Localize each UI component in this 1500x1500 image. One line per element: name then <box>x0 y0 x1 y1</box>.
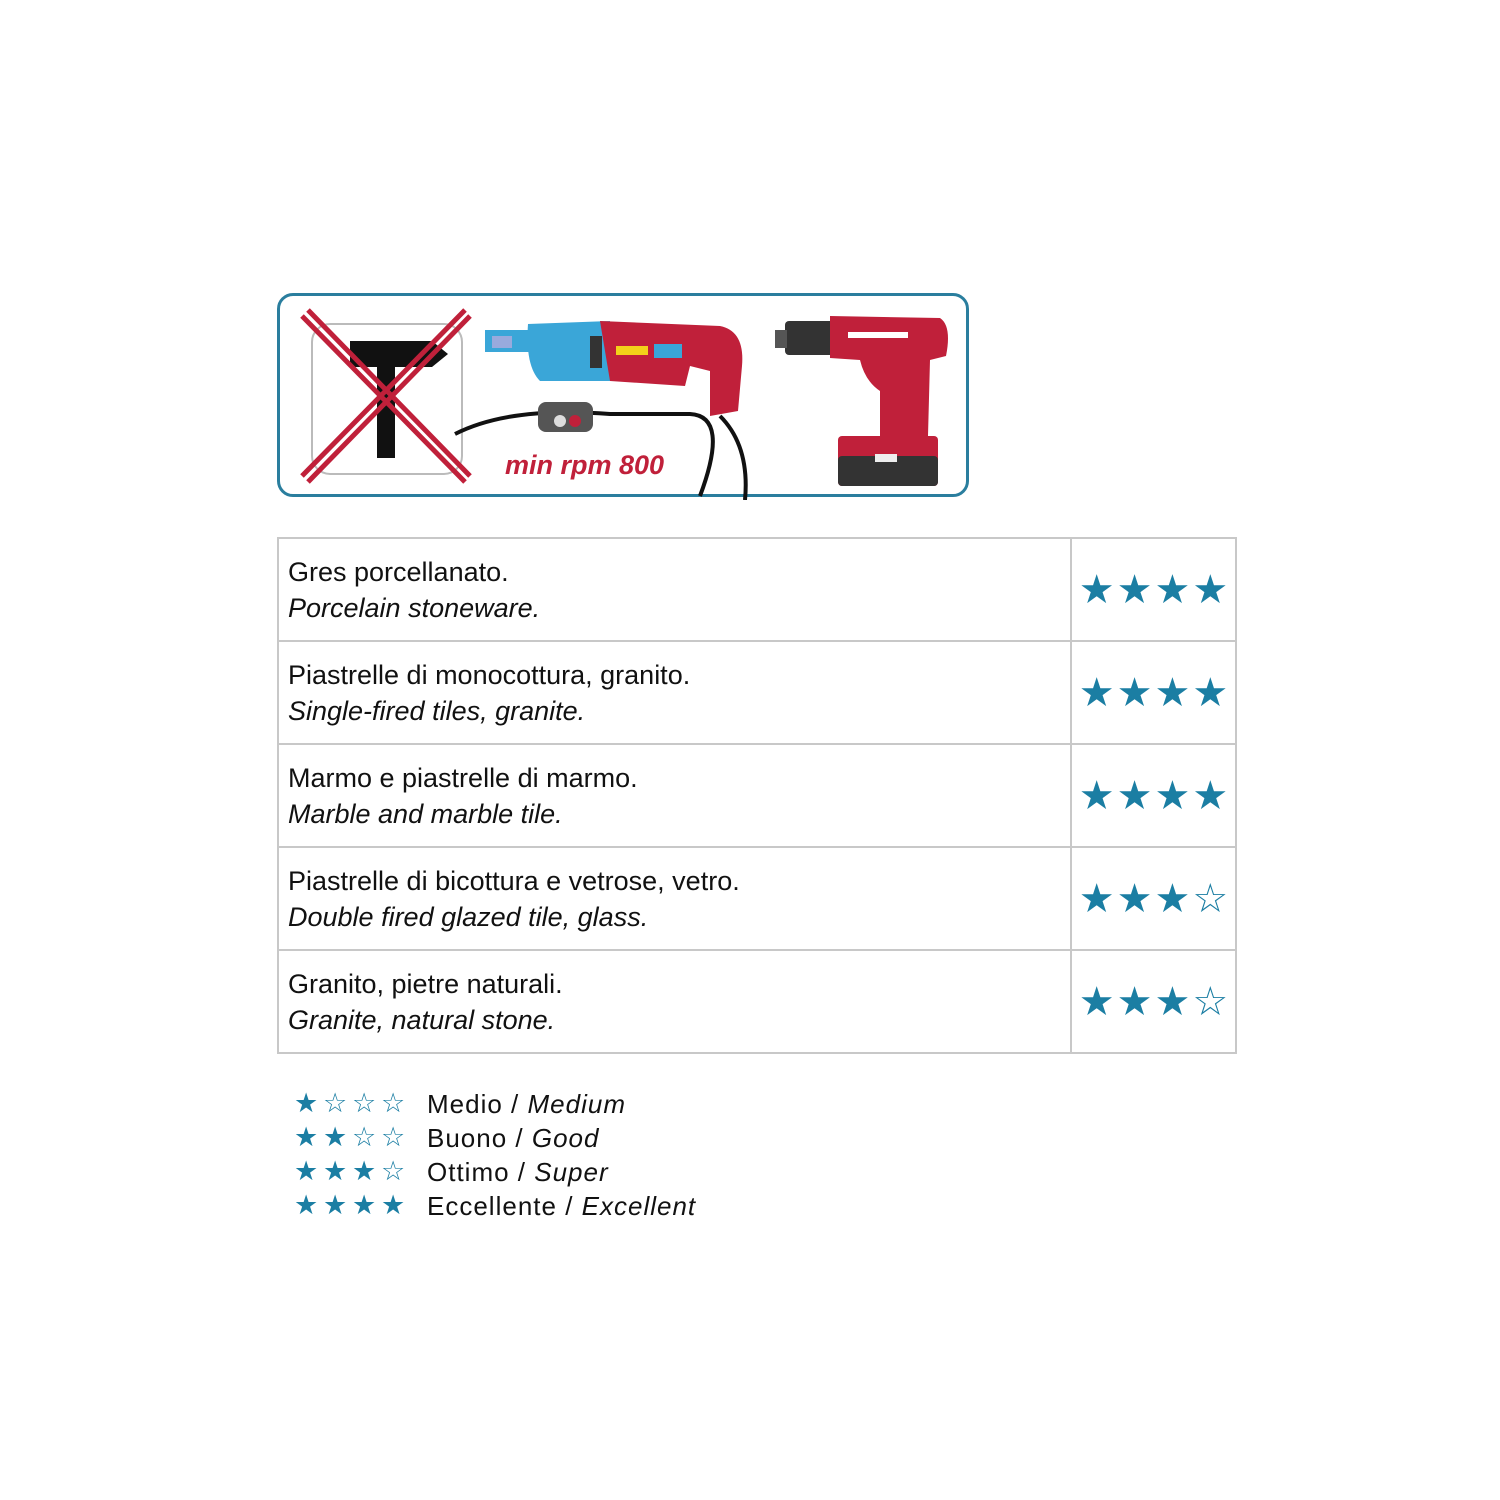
material-cell <box>278 744 1071 847</box>
table-row <box>278 538 1236 641</box>
material-name-it: Piastrelle di monocottura, granito. <box>288 659 691 690</box>
star-filled-icon: ★ <box>381 1190 406 1221</box>
legend-label-en: Medium <box>527 1088 626 1119</box>
star-filled-icon: ★ <box>294 1088 319 1119</box>
material-name-en: Porcelain stoneware. <box>288 592 541 623</box>
legend-label <box>427 1191 696 1222</box>
star-empty-icon: ☆ <box>323 1088 348 1119</box>
legend-separator: / <box>556 1190 582 1221</box>
star-filled-icon: ★ <box>352 1156 377 1187</box>
legend-item <box>294 1189 696 1223</box>
legend-label-en: Good <box>531 1122 600 1153</box>
legend-label <box>427 1157 609 1188</box>
star-empty-icon: ☆ <box>381 1088 406 1119</box>
star-filled-icon: ★ <box>1116 669 1153 716</box>
legend-label-it: Buono <box>427 1122 508 1153</box>
rating-cell <box>1071 538 1236 641</box>
material-name-it: Piastrelle di bicottura e vetrose, vetro. <box>288 865 740 896</box>
legend-separator: / <box>509 1156 535 1187</box>
material-cell <box>278 641 1071 744</box>
tools-panel <box>277 293 969 497</box>
rating-cell <box>1071 847 1236 950</box>
star-filled-icon: ★ <box>323 1156 348 1187</box>
star-filled-icon: ★ <box>294 1190 319 1221</box>
table-row <box>278 950 1236 1053</box>
star-filled-icon: ★ <box>1078 772 1115 819</box>
material-name-en: Marble and marble tile. <box>288 798 563 829</box>
table-row <box>278 847 1236 950</box>
star-filled-icon: ★ <box>1154 669 1191 716</box>
material-name-it: Granito, pietre naturali. <box>288 968 563 999</box>
star-rating <box>1078 875 1229 922</box>
legend-separator: / <box>507 1122 532 1153</box>
star-filled-icon: ★ <box>352 1190 377 1221</box>
material-name-en: Granite, natural stone. <box>288 1004 556 1035</box>
star-filled-icon: ★ <box>294 1122 319 1153</box>
material-cell <box>278 847 1071 950</box>
legend-label-en: Super <box>534 1156 609 1187</box>
star-empty-icon: ☆ <box>1192 978 1229 1025</box>
material-name-it: Gres porcellanato. <box>288 556 509 587</box>
star-filled-icon: ★ <box>1116 566 1153 613</box>
legend-label-en: Excellent <box>581 1190 697 1221</box>
table-row <box>278 744 1236 847</box>
legend-separator: / <box>502 1088 528 1119</box>
legend-item <box>294 1121 696 1155</box>
star-filled-icon: ★ <box>1154 978 1191 1025</box>
materials-rating-table <box>277 537 1237 1054</box>
rating-cell <box>1071 744 1236 847</box>
star-empty-icon: ☆ <box>381 1156 406 1187</box>
legend-stars <box>294 1157 427 1187</box>
legend-stars <box>294 1089 427 1119</box>
star-filled-icon: ★ <box>1192 772 1229 819</box>
rating-cell <box>1071 950 1236 1053</box>
star-rating <box>1078 566 1229 613</box>
star-rating <box>1078 978 1229 1025</box>
legend-label <box>427 1089 626 1120</box>
legend-label-it: Ottimo <box>427 1156 510 1187</box>
star-filled-icon: ★ <box>1078 669 1115 716</box>
legend-label-it: Eccellente <box>427 1190 557 1221</box>
material-cell <box>278 950 1071 1053</box>
star-empty-icon: ☆ <box>381 1122 406 1153</box>
star-filled-icon: ★ <box>1078 875 1115 922</box>
legend-item <box>294 1155 696 1189</box>
material-name-en: Single-fired tiles, granite. <box>288 695 586 726</box>
star-filled-icon: ★ <box>1192 669 1229 716</box>
star-rating <box>1078 772 1229 819</box>
star-filled-icon: ★ <box>294 1156 319 1187</box>
legend-item <box>294 1087 696 1121</box>
table-row <box>278 641 1236 744</box>
star-empty-icon: ☆ <box>1192 875 1229 922</box>
star-filled-icon: ★ <box>1078 978 1115 1025</box>
rating-cell <box>1071 641 1236 744</box>
material-name-en: Double fired glazed tile, glass. <box>288 901 649 932</box>
star-filled-icon: ★ <box>1078 566 1115 613</box>
min-rpm-label: min rpm 800 <box>505 450 665 480</box>
legend-label-it: Medio <box>427 1088 503 1119</box>
star-filled-icon: ★ <box>1154 772 1191 819</box>
star-filled-icon: ★ <box>1154 566 1191 613</box>
star-filled-icon: ★ <box>1116 875 1153 922</box>
star-empty-icon: ☆ <box>352 1088 377 1119</box>
legend-stars <box>294 1191 427 1221</box>
legend-stars <box>294 1123 427 1153</box>
material-name-it: Marmo e piastrelle di marmo. <box>288 762 638 793</box>
star-rating <box>1078 669 1229 716</box>
legend-label <box>427 1123 599 1154</box>
star-filled-icon: ★ <box>1116 978 1153 1025</box>
material-cell <box>278 538 1071 641</box>
no-hammer-icon <box>302 310 470 482</box>
star-filled-icon: ★ <box>323 1122 348 1153</box>
star-filled-icon: ★ <box>1116 772 1153 819</box>
cordless-drill-icon <box>775 316 948 486</box>
star-filled-icon: ★ <box>1192 566 1229 613</box>
star-filled-icon: ★ <box>1154 875 1191 922</box>
star-filled-icon: ★ <box>323 1190 348 1221</box>
star-empty-icon: ☆ <box>352 1122 377 1153</box>
rating-legend <box>294 1087 696 1223</box>
